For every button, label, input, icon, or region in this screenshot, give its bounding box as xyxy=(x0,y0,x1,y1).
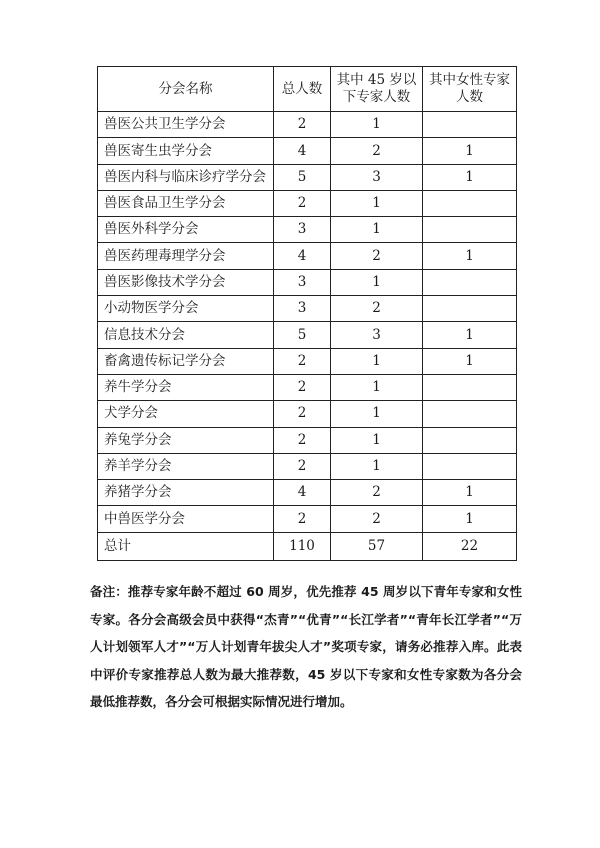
branch-name-cell: 兽医影像技术学分会 xyxy=(98,269,274,295)
branch-name-cell: 兽医寄生虫学分会 xyxy=(98,138,274,164)
under45-count-cell: 2 xyxy=(331,138,423,164)
total-count-cell: 3 xyxy=(274,269,331,295)
table-row xyxy=(98,269,517,295)
total-count-cell: 2 xyxy=(274,112,331,138)
total-count-cell: 2 xyxy=(274,348,331,374)
branch-name-cell: 中兽医学分会 xyxy=(98,506,274,532)
female-count-cell xyxy=(423,296,517,322)
branch-name-cell: 小动物医学分会 xyxy=(98,296,274,322)
expert-quota-table xyxy=(97,66,517,561)
table-row xyxy=(98,480,517,506)
female-count-cell xyxy=(423,374,517,400)
total-row xyxy=(98,532,517,560)
female-count-cell: 1 xyxy=(423,322,517,348)
under45-count-cell: 1 xyxy=(331,427,423,453)
table-row xyxy=(98,243,517,269)
table-row xyxy=(98,322,517,348)
total-under45-cell: 57 xyxy=(331,532,423,560)
table-row xyxy=(98,348,517,374)
branch-name-cell: 兽医外科学分会 xyxy=(98,217,274,243)
female-count-cell: 1 xyxy=(423,164,517,190)
female-count-cell: 1 xyxy=(423,480,517,506)
total-count-cell: 2 xyxy=(274,506,331,532)
female-count-cell xyxy=(423,217,517,243)
female-count-cell xyxy=(423,190,517,216)
female-count-cell xyxy=(423,401,517,427)
under45-count-cell: 1 xyxy=(331,217,423,243)
female-count-cell: 1 xyxy=(423,506,517,532)
under45-count-cell: 1 xyxy=(331,401,423,427)
total-count-cell: 2 xyxy=(274,427,331,453)
total-count-cell: 4 xyxy=(274,480,331,506)
total-count-cell: 4 xyxy=(274,138,331,164)
total-count-cell: 4 xyxy=(274,243,331,269)
under45-count-cell: 1 xyxy=(331,112,423,138)
under45-count-cell: 1 xyxy=(331,374,423,400)
table-row xyxy=(98,506,517,532)
table-header-row xyxy=(98,67,517,112)
table-body xyxy=(98,112,517,561)
branch-name-cell: 养猪学分会 xyxy=(98,480,274,506)
branch-name-cell: 畜禽遗传标记学分会 xyxy=(98,348,274,374)
footnote-remarks: 备注：推荐专家年龄不超过 60 周岁，优先推荐 45 周岁以下青年专家和女性专家。各分会高级会员中获得“杰青”“优青”“长江学者”“青年长江学者”“万人计划领军人才”“万人计划青年拔尖人才”奖项专家，请务必推荐入库。此表中评价专家推荐总人数为最大推荐数，45 岁以下专家和女性专家数为各分会最低推荐数，各分会可根据实际情况进行增加。 xyxy=(90,584,522,709)
under45-count-cell: 2 xyxy=(331,243,423,269)
female-count-cell xyxy=(423,269,517,295)
under45-count-cell: 3 xyxy=(331,164,423,190)
table-row xyxy=(98,217,517,243)
header-total-count: 总人数 xyxy=(274,67,331,112)
under45-count-cell: 3 xyxy=(331,322,423,348)
total-count-cell: 3 xyxy=(274,217,331,243)
under45-count-cell: 2 xyxy=(331,480,423,506)
under45-count-cell: 2 xyxy=(331,506,423,532)
female-count-cell xyxy=(423,112,517,138)
branch-name-cell: 兽医公共卫生学分会 xyxy=(98,112,274,138)
under45-count-cell: 1 xyxy=(331,348,423,374)
table-row xyxy=(98,453,517,479)
branch-name-cell: 犬学分会 xyxy=(98,401,274,427)
total-label-cell: 总计 xyxy=(98,532,274,560)
header-female-count: 其中女性专家人数 xyxy=(423,67,517,112)
table-row xyxy=(98,296,517,322)
total-count-cell: 110 xyxy=(274,532,331,560)
branch-name-cell: 信息技术分会 xyxy=(98,322,274,348)
under45-count-cell: 2 xyxy=(331,296,423,322)
total-count-cell: 2 xyxy=(274,190,331,216)
table-row xyxy=(98,427,517,453)
branch-name-cell: 养兔学分会 xyxy=(98,427,274,453)
total-count-cell: 3 xyxy=(274,296,331,322)
female-count-cell xyxy=(423,453,517,479)
total-count-cell: 2 xyxy=(274,374,331,400)
header-branch-name: 分会名称 xyxy=(98,67,274,112)
under45-count-cell: 1 xyxy=(331,453,423,479)
table-row xyxy=(98,190,517,216)
table-row xyxy=(98,164,517,190)
under45-count-cell: 1 xyxy=(331,190,423,216)
total-count-cell: 5 xyxy=(274,322,331,348)
female-count-cell xyxy=(423,427,517,453)
total-count-cell: 2 xyxy=(274,453,331,479)
female-count-cell: 1 xyxy=(423,138,517,164)
total-female-cell: 22 xyxy=(423,532,517,560)
branch-name-cell: 兽医内科与临床诊疗学分会 xyxy=(98,164,274,190)
branch-name-cell: 养牛学分会 xyxy=(98,374,274,400)
branch-name-cell: 兽医药理毒理学分会 xyxy=(98,243,274,269)
table-row xyxy=(98,374,517,400)
under45-count-cell: 1 xyxy=(331,269,423,295)
total-count-cell: 2 xyxy=(274,401,331,427)
female-count-cell: 1 xyxy=(423,243,517,269)
table-row xyxy=(98,112,517,138)
female-count-cell: 1 xyxy=(423,348,517,374)
table-row xyxy=(98,401,517,427)
branch-name-cell: 兽医食品卫生学分会 xyxy=(98,190,274,216)
branch-name-cell: 养羊学分会 xyxy=(98,453,274,479)
total-count-cell: 5 xyxy=(274,164,331,190)
table-row xyxy=(98,138,517,164)
header-under45-count: 其中 45 岁以下专家人数 xyxy=(331,67,423,112)
